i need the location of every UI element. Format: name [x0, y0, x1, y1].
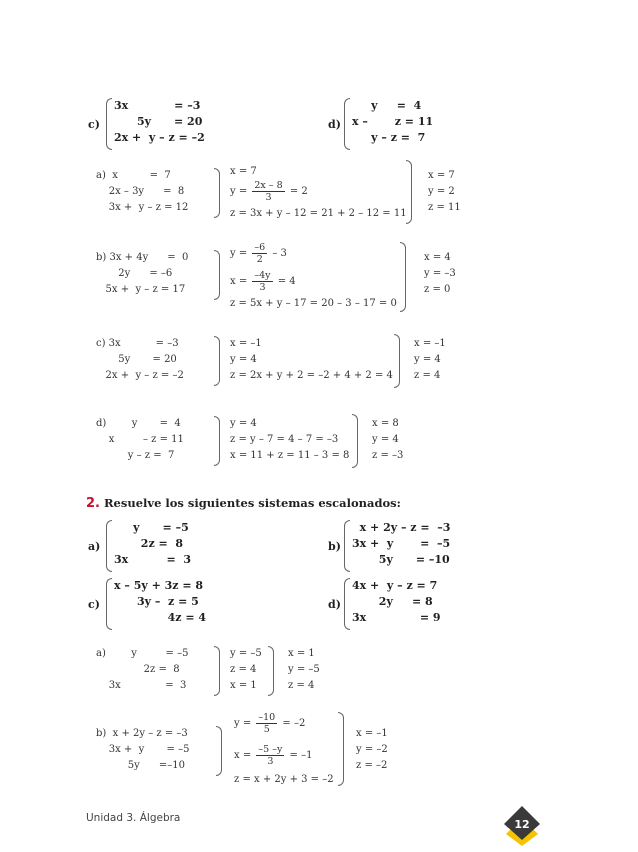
worked-line: 2x – 3y = 8: [96, 186, 185, 197]
system-line: 3x = –3: [114, 99, 201, 112]
worked-line: 3x + y = –5: [96, 744, 190, 755]
step-fraction: y = $\frac{-10}{5}$ = –2: [234, 712, 306, 735]
result-line: z = 4: [288, 680, 315, 691]
result-line: x = –1: [356, 728, 388, 739]
exercise-number: 2.: [86, 496, 100, 511]
brace-right: [406, 160, 412, 224]
worked-line: 2y = –6: [96, 268, 173, 279]
system-line: 2z = 8: [114, 537, 184, 550]
worked-line: x – z = 11: [96, 434, 184, 445]
worked-line: 3x + y – z = 12: [96, 202, 189, 213]
system-line: 3y – z = 5: [114, 595, 199, 608]
result-line: z = 4: [414, 370, 441, 381]
step-line: z = y – 7 = 4 – 7 = –3: [230, 434, 339, 445]
result-line: z = 11: [428, 202, 461, 213]
step-line: z = 5x + y – 17 = 20 – 3 – 17 = 0: [230, 298, 397, 309]
system-line: 4z = 4: [114, 611, 207, 624]
brace-left: [344, 520, 350, 572]
worked-line: 3x = 3: [96, 680, 187, 691]
result-line: x = 1: [288, 648, 315, 659]
brace-right: [216, 726, 222, 776]
system-line: 2x + y – z = –2: [114, 131, 205, 144]
system-c-label: c): [88, 598, 100, 611]
worked-line: c) 3x = –3: [96, 338, 179, 349]
brace-right: [394, 334, 400, 388]
result-line: z = 0: [424, 284, 451, 295]
step-fraction: y = $\frac{-6}{2}$ – 3: [230, 242, 287, 265]
result-line: z = –2: [356, 760, 388, 771]
system-line: 4x + y – z = 7: [352, 579, 438, 592]
result-line: y = –5: [288, 664, 320, 675]
system-b-label: b): [328, 540, 341, 553]
step-line: x = 7: [230, 166, 257, 177]
result-line: y = 4: [372, 434, 399, 445]
brace-right: [214, 168, 220, 218]
brace-left: [106, 98, 112, 150]
worked-line: 5x + y – z = 17: [96, 284, 186, 295]
step-line: y = –5: [230, 648, 262, 659]
step-line: z = 4: [230, 664, 257, 675]
step-line: z = x + 2y + 3 = –2: [234, 774, 334, 785]
worked-line: y – z = 7: [96, 450, 175, 461]
step-fraction: x = $\frac{-4y}{3}$ = 4: [230, 270, 296, 293]
worked-line: a) x = 7: [96, 170, 171, 181]
exercise-instruction: Resuelve los siguientes sistemas escalonados:: [104, 496, 401, 510]
system-line: 3x = 9: [352, 611, 441, 624]
system-line: 5y = –10: [352, 553, 450, 566]
brace-right: [214, 416, 220, 466]
brace-right: [338, 712, 344, 786]
system-line: y = –5: [114, 521, 189, 534]
worked-line: 2x + y – z = –2: [96, 370, 184, 381]
result-line: y = 4: [414, 354, 441, 365]
result-line: x = 8: [372, 418, 399, 429]
step-line: x = 11 + z = 11 – 3 = 8: [230, 450, 350, 461]
system-line: y – z = 7: [352, 131, 426, 144]
worked-line: 5y =–10: [96, 760, 185, 771]
system-line: x – z = 11: [352, 115, 434, 128]
page-number: 12: [514, 818, 530, 831]
system-line: 2y = 8: [352, 595, 433, 608]
system-d-label: d): [328, 118, 341, 131]
worked-line: 5y = 20: [96, 354, 177, 365]
system-line: 3x + y = –5: [352, 537, 451, 550]
result-line: x = 4: [424, 252, 451, 263]
step-line: x = 1: [230, 680, 257, 691]
step-line: z = 2x + y + 2 = –2 + 4 + 2 = 4: [230, 370, 393, 381]
step-line: y = 4: [230, 418, 257, 429]
worked-line: b) 3x + 4y = 0: [96, 252, 189, 263]
worked-line: b) x + 2y – z = –3: [96, 728, 188, 739]
section-heading: [86, 496, 401, 511]
result-line: x = –1: [414, 338, 446, 349]
brace-left: [344, 98, 350, 150]
step-line: y = 4: [230, 354, 257, 365]
brace-left: [106, 578, 112, 630]
brace-left: [106, 520, 112, 572]
step-fraction: x = $\frac{-5 -y}{3}$ = –1: [234, 744, 313, 767]
footer-unit: Unidad 3. Álgebra: [86, 812, 181, 824]
brace-left: [344, 578, 350, 630]
system-d-label: d): [328, 598, 341, 611]
worked-line: d) y = 4: [96, 418, 181, 429]
system-a-label: a): [88, 540, 101, 553]
result-line: z = –3: [372, 450, 404, 461]
result-line: y = –3: [424, 268, 456, 279]
brace-right: [268, 646, 274, 696]
system-c-label: c): [88, 118, 100, 131]
brace-right: [214, 336, 220, 386]
result-line: y = 2: [428, 186, 455, 197]
system-line: x + 2y – z = –3: [352, 521, 451, 534]
result-line: y = –2: [356, 744, 388, 755]
worked-line: a) y = –5: [96, 648, 189, 659]
brace-right: [400, 242, 406, 312]
step-line: z = 3x + y – 12 = 21 + 2 – 12 = 11: [230, 208, 407, 219]
brace-right: [352, 414, 358, 468]
system-line: 3x = 3: [114, 553, 192, 566]
page-number-badge: [502, 806, 542, 846]
brace-right: [214, 646, 220, 696]
result-line: x = 7: [428, 170, 455, 181]
step-line: x = –1: [230, 338, 262, 349]
worked-line: 2z = 8: [96, 664, 180, 675]
system-line: y = 4: [352, 99, 422, 112]
brace-right: [214, 250, 220, 300]
system-line: 5y = 20: [114, 115, 203, 128]
system-line: x – 5y + 3z = 8: [114, 579, 204, 592]
step-fraction: y = $\frac{2x - 8}{3}$ = 2: [230, 180, 308, 203]
